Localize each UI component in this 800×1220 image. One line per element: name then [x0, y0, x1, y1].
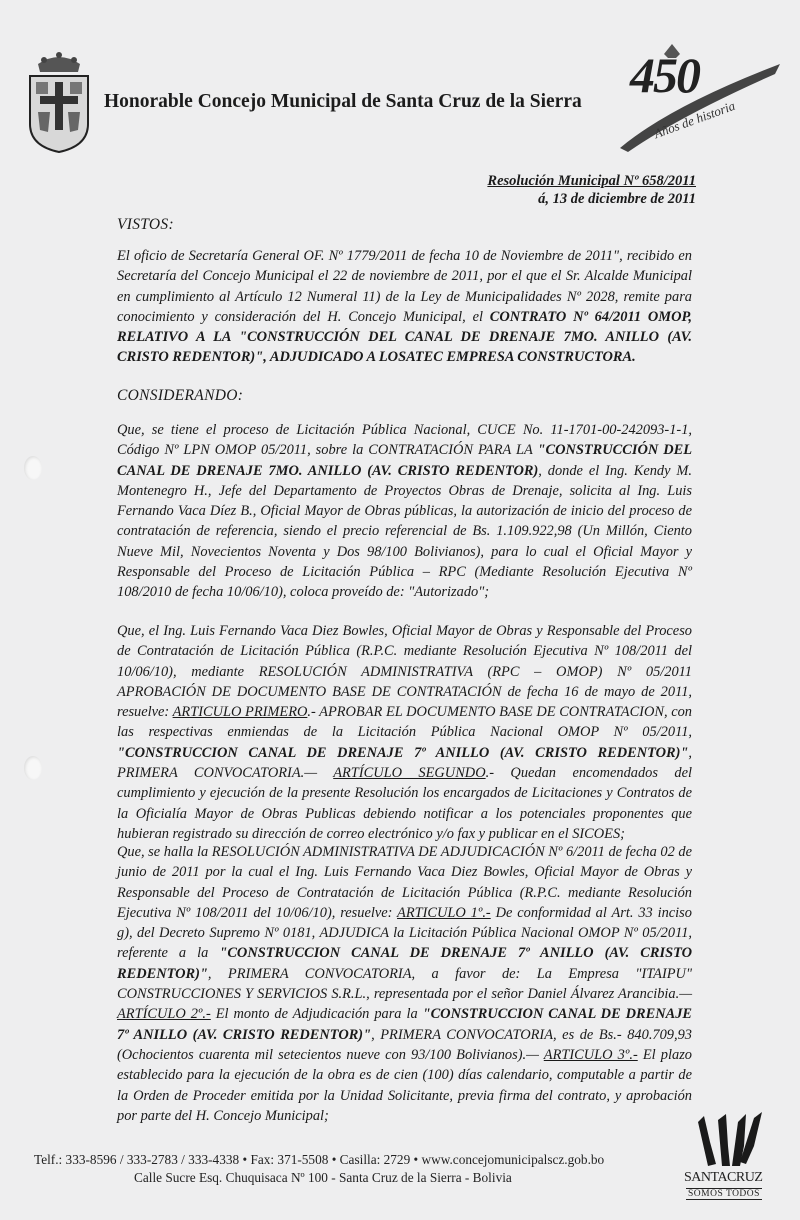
- footer-line-1: Telf.: 333-8596 / 333-2783 / 333-4338 • Fax: 371-5508 • Casilla: 2729 • www.concejomunicipalscz.gob.bo: [34, 1152, 605, 1167]
- considerando-p3-adjudica: De conformidad al Art. 33 inciso g), del Decreto Supremo Nº 0181, ADJUDICA la Licitación Pública Nacional OMOP Nº 05/2011, referente a la: [117, 904, 692, 962]
- anniversary-logo: [610, 36, 782, 154]
- footer-contact: [34, 1151, 674, 1187]
- municipal-crest-icon: [24, 46, 94, 156]
- resolution-reference: [487, 172, 696, 208]
- punch-hole: [24, 756, 42, 780]
- punch-hole: [24, 456, 42, 480]
- considerando-paragraph-3: [117, 842, 692, 1126]
- vistos-text: El oficio de Secretaría General OF. Nº 1779/2011 de fecha 10 de Noviembre de 2011", recibido en Secretaría del Concejo Municipal el 22 de noviembre de 2011, por el que el Sr. Alcalde Municipal en cumplimiento al Artículo 12 Numeral 11) de la Ley de Municipalidades Nº 2028, remite para conocimiento y consideración del H. Concejo Municipal, el: [117, 248, 692, 325]
- anniversary-text: Años de historia: [651, 97, 738, 142]
- considerando-p3-project-2: "CONSTRUCCION CANAL DE DRENAJE 7º ANILLO (AV. CRISTO REDENTOR)": [117, 1006, 692, 1043]
- santacruz-logo: [674, 1112, 784, 1212]
- institution-title: Honorable Concejo Municipal de Santa Cruz de la Sierra: [104, 91, 582, 112]
- articulo-2-label: ARTÍCULO 2º.-: [117, 1006, 211, 1023]
- vistos-paragraph: [117, 246, 692, 368]
- articulo-segundo-label: ARTÍCULO SEGUNDO: [333, 765, 486, 782]
- articulo-3-label: ARTICULO 3º.-: [543, 1046, 638, 1063]
- considerando-p3-empresa: , PRIMERA CONVOCATORIA, a favor de: La Empresa "ITAIPU" CONSTRUCCIONES Y SERVICIOS S.R.L., representada por el señor Daniel Álvarez Arancibia.—: [117, 965, 692, 1003]
- articulo-1-label: ARTICULO 1º.-: [397, 904, 491, 921]
- considerando-heading: CONSIDERANDO:: [117, 387, 244, 404]
- anniversary-number: 450: [630, 47, 699, 103]
- resolution-date: á, 13 de diciembre de 2011: [538, 191, 696, 207]
- considerando-p1-rest: , donde el Ing. Kendy M. Montenegro H., Jefe del Departamento de Proyectos Obras de Drenaje, solicita al Ing. Luis Fernando Vaca Díez B., Oficial Mayor de Obras públicas, la autorización de inicio del proceso de contratación de referencia, siendo el precio referencial de Bs. 1.109.922,98 (Un Millón, Ciento Nueve Mil, Novecientos Noventa y Dos 98/100 Bolivianos), para lo cual el Oficial Mayor y Responsable del Proceso de Licitación Pública – RPC (Mediante Resolución Ejecutiva Nº 108/2010 de fecha 10/06/10), coloca proveído de: "Autorizado";: [117, 462, 692, 601]
- vistos-heading: VISTOS:: [117, 216, 174, 233]
- considerando-p2-text: Que, el Ing. Luis Fernando Vaca Diez Bowles, Oficial Mayor de Obras y Responsable del Proceso de Contratación de Licitación Pública (R.P.C. mediante Resolución Ejecutiva Nº 108/2011 del 10/06/10), mediante RESOLUCIÓN ADMINISTRATIVA (RPC – OMOP) Nº 05/2011 APROBACIÓN DE DOCUMENTO BASE DE CONTRATACIÓN de fecha 16 de mayo de 2011, resuelve:: [117, 623, 692, 721]
- santacruz-brand: SANTACRUZ: [684, 1170, 763, 1185]
- considerando-p1-text: Que, se tiene el proceso de Licitación Pública Nacional, CUCE No. 11-1701-00-242093-1-1, Código Nº LPN OMOP 05/2011, sobre la CONTRATACIÓN PARA LA: [117, 422, 692, 459]
- considerando-p3-monto: El monto de Adjudicación para la: [210, 1006, 423, 1023]
- considerando-p3-text: Que, se halla la RESOLUCIÓN ADMINISTRATIVA DE ADJUDICACIÓN Nº 6/2011 de fecha 02 de junio de 2011 por la cual el Ing. Luis Fernando Vaca Diez Bowles, Oficial Mayor de Obras y Responsable del Proceso de Contratación de Licitación Pública (R.P.C. mediante Resolución Ejecutiva Nº 108/2011 del 10/06/10), resuelve:: [117, 844, 692, 921]
- considerando-p3-rest: El plazo establecido para la ejecución de la obra es de cien (100) días calendario, computable a partir de la Orden de Proceder emitida por la Unidad Solicitante, previa firma del contrato, y aprobación por parte del H. Concejo Municipal;: [117, 1046, 692, 1124]
- considerando-p2-convocatoria: , PRIMERA CONVOCATORIA.—: [117, 744, 692, 782]
- considerando-p3-amount: , PRIMERA CONVOCATORIA, es de Bs.- 840.709,93 (Ochocientos cuarenta mil setecientos nueve con 93/100 Bolivianos).—: [117, 1026, 692, 1063]
- footer-line-2: Calle Sucre Esq. Chuquisaca Nº 100 - Santa Cruz de la Sierra - Bolivia: [134, 1170, 512, 1185]
- considerando-p2-approval: .- APROBAR EL DOCUMENTO BASE DE CONTRATACION, con las respectivas enmiendas de la Licitación Pública Nacional OMOP Nº 05/2011,: [117, 704, 692, 741]
- considerando-p2-project: "CONSTRUCCION CANAL DE DRENAJE 7º ANILLO (AV. CRISTO REDENTOR)": [117, 744, 689, 761]
- articulo-primero-label: ARTICULO PRIMERO: [172, 704, 308, 721]
- considerando-paragraph-2: [117, 621, 692, 844]
- santacruz-slogan: SOMOS TODOS: [688, 1189, 760, 1199]
- resolution-number: Resolución Municipal Nº 658/2011: [487, 173, 696, 189]
- considerando-p1-project: "CONSTRUCCIÓN DEL CANAL DE DRENAJE 7MO. ANILLO (AV. CRISTO REDENTOR): [117, 442, 692, 479]
- vistos-contract-title: CONTRATO Nº 64/2011 OMOP, RELATIVO A LA "CONSTRUCCIÓN DEL CANAL DE DRENAJE 7MO. ANILLO (AV. CRISTO REDENTOR)", ADJUDICADO A LOSATEC EMPRESA CONSTRUCTORA.: [117, 308, 692, 366]
- considerando-p2-rest: .- Quedan encomendados del cumplimiento y ejecución de la presente Resolución los encargados de Licitaciones y Contratos de la Oficialía Mayor de Obras Publicas debiendo notificar a los potenciales proponentes que hubieran registrado su dirección de correo electrónico y/o fax y publicar en el SICOES;: [117, 765, 692, 842]
- considerando-paragraph-1: [117, 420, 692, 603]
- considerando-p3-project: "CONSTRUCCION CANAL DE DRENAJE 7º ANILLO (AV. CRISTO REDENTOR)": [117, 945, 692, 982]
